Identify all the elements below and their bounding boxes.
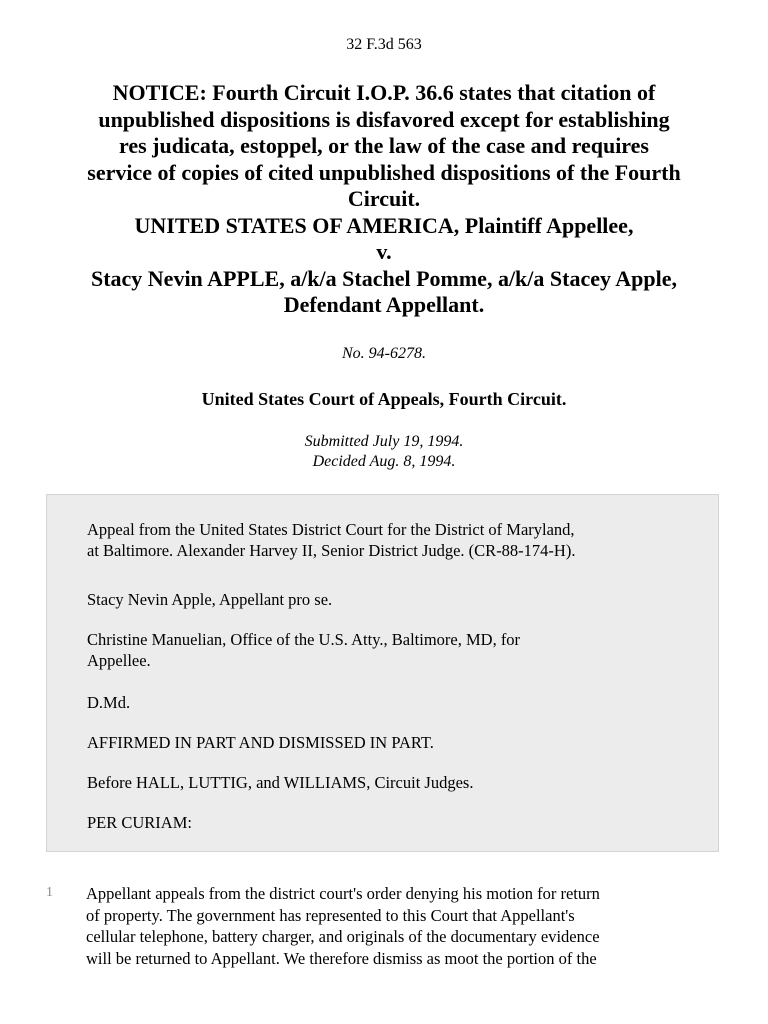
decided-date: Decided Aug. 8, 1994. xyxy=(312,453,456,470)
court-name: United States Court of Appeals, Fourth Circuit. xyxy=(201,389,567,409)
citation: 32 F.3d 563 xyxy=(346,36,422,53)
paragraph-number: 1 xyxy=(46,885,53,900)
appellant-counsel: Stacy Nevin Apple, Appellant pro se. xyxy=(87,590,333,609)
paragraph-line: of property. The government has represented to this Court that Appellant's xyxy=(86,905,575,925)
appeal-info-line: at Baltimore. Alexander Harvey II, Senior District Judge. (CR-88-174-H). xyxy=(87,541,576,560)
appellee-counsel-line: Christine Manuelian, Office of the U.S. Atty., Baltimore, MD, for xyxy=(87,630,521,649)
appeal-info-line: Appeal from the United States District Court for the District of Maryland, xyxy=(87,520,575,539)
paragraph-line: cellular telephone, battery charger, and originals of the documentary evidence xyxy=(86,927,600,946)
notice-line: NOTICE: Fourth Circuit I.O.P. 36.6 states that citation of xyxy=(112,80,656,105)
case-heading xyxy=(40,80,728,319)
appellee-counsel-line: Appellee. xyxy=(87,651,151,670)
disposition: AFFIRMED IN PART AND DISMISSED IN PART. xyxy=(87,733,434,752)
panel-judges: Before HALL, LUTTIG, and WILLIAMS, Circuit Judges. xyxy=(87,773,474,792)
appeal-info xyxy=(87,519,687,561)
plaintiff-line: UNITED STATES OF AMERICA, Plaintiff Appellee, xyxy=(134,212,634,238)
submitted-date: Submitted July 19, 1994. xyxy=(304,433,464,450)
case-metadata-box xyxy=(46,494,719,852)
paragraph-line: will be returned to Appellant. We therefore dismiss as moot the portion of the xyxy=(86,948,597,968)
appellee-counsel xyxy=(87,629,687,671)
district-code: D.Md. xyxy=(87,693,131,712)
defendant-line: Defendant Appellant. xyxy=(283,292,485,317)
notice-line: Circuit. xyxy=(347,186,421,211)
opinion-author: PER CURIAM: xyxy=(87,813,192,832)
notice-line: service of copies of cited unpublished dispositions of the Fourth xyxy=(87,159,681,185)
notice-line: res judicata, estoppel, or the law of the case and requires xyxy=(118,133,649,158)
case-dates xyxy=(0,432,768,472)
paragraph-line: Appellant appeals from the district court's order denying his motion for return xyxy=(86,884,600,903)
defendant-line: Stacy Nevin APPLE, a/k/a Stachel Pomme, a/k/a Stacey Apple, xyxy=(90,265,678,291)
notice-line: unpublished dispositions is disfavored except for establishing xyxy=(98,106,670,132)
docket-number: No. 94-6278. xyxy=(342,345,426,362)
versus-line: v. xyxy=(376,239,392,264)
paragraph-text xyxy=(86,883,722,969)
